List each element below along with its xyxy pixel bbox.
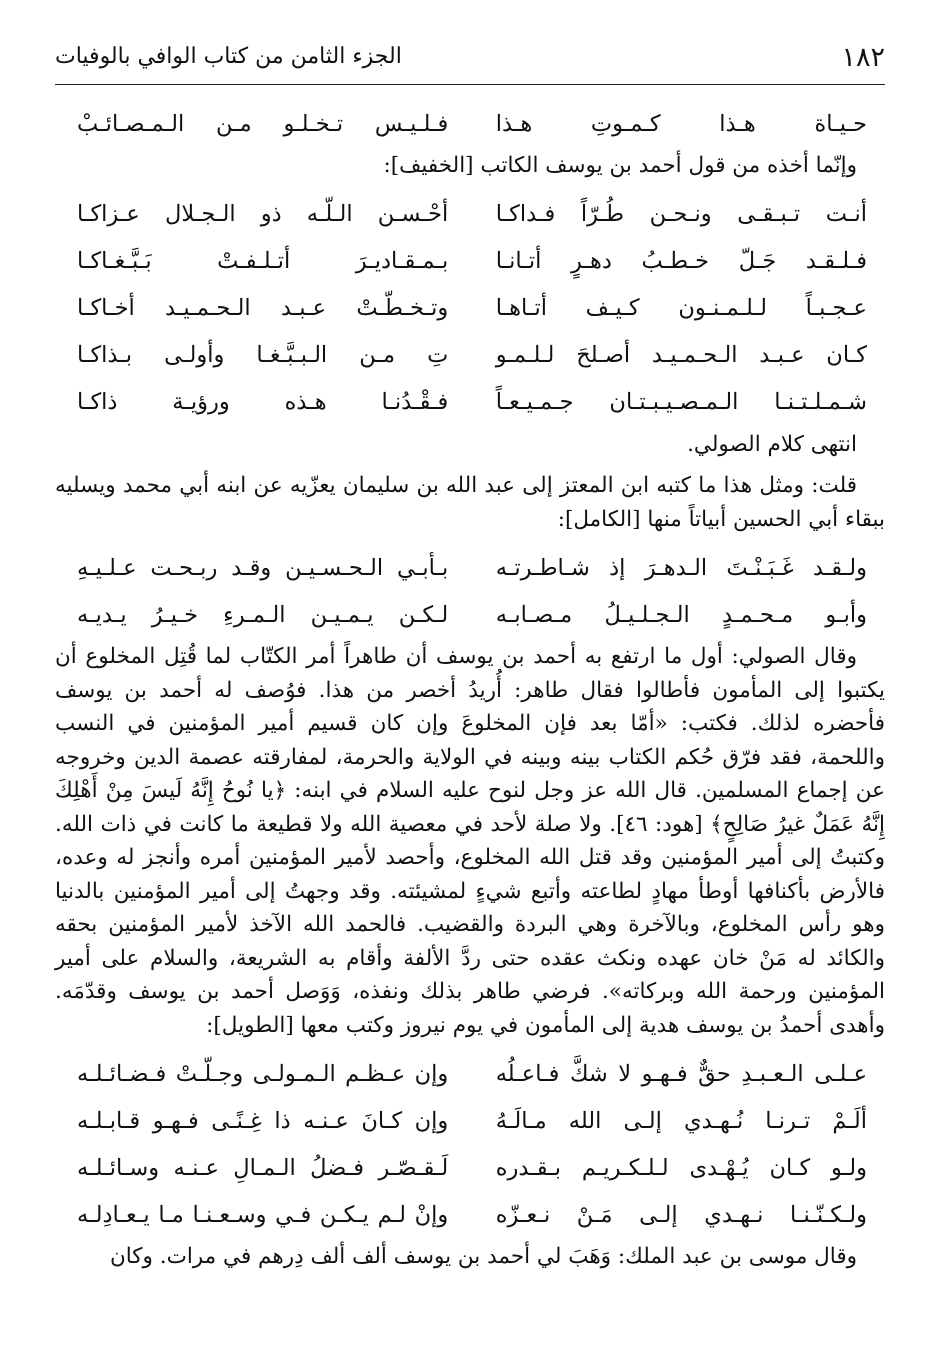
verse-second-hemistich: وإن عـظـم الـمـولـى وجـلّـتْ فـضـائـلـه [77, 1060, 449, 1087]
verse-line [55, 100, 885, 147]
verse-second-hemistich: لـكـن يـمـيـن الـمـرءِ خـيـرُ يـديـه [77, 601, 449, 628]
verse-first-hemistich: عـلـى الـعـبـدِ حقٌّ فـهـو لا شكَّ فـاعـلُه [495, 1060, 867, 1087]
paragraph: وقال موسى بن عبد الملك: وَهَبَ لي أحمد بن يوسف ألف ألف دِرهم في مرات. وكان [109, 1244, 857, 1269]
verse-line [55, 332, 885, 379]
verse-first-hemistich: كـان عـبـد الـحـمـيـد أصـلحَ لـلـمـو [495, 342, 867, 368]
verse-line [55, 285, 885, 332]
verse-line [55, 1097, 885, 1144]
page-number: ١٨٢ [841, 42, 885, 73]
verse-line [55, 1050, 885, 1097]
verse-first-hemistich: عـجـبـاً لـلـمـنـون كـيـف أتـاهـا [495, 295, 867, 321]
verse-second-hemistich: أحْـسـن الـلّـه ذو الـجـلال عـزاكـا [77, 201, 449, 227]
header-divider [55, 84, 885, 85]
verse-first-hemistich: شـمـلـتـنـا الـمـصـيـبـتـان جـمـيـعـاً [495, 389, 867, 415]
verse-first-hemistich: وأبـو مـحـمـدٍ الـجـلـيـلُ مـصـابـه [495, 601, 867, 628]
paragraph: وقال الصولي: أول ما ارتفع به أحمد بن يوسف أن طاهراً أمر الكتّاب لما قُتِل المخلوع أن يكتبوا إلى المأمون فأطالوا فقال طاهر: أُريدُ أخصر من هذا. فوُصف له أحمد بن يوسف فأحضره لذلك. فكتب: «أمّا بعد فإن المخلوعَ وإن كان قسيم أمير المؤمنين في النسب واللحمة، فقد فرّق حُكم الكتاب بينه وبينه في الولاية والحرمة، لمفارقته عصمة الدين وخروجه عن إجماع المسلمين. قال الله عز وجل لنوح عليه السلام في ابنه: ﴿يا نُوحُ إِنَّهُ لَيسَ مِنْ أَهْلِكَ إِنَّهُ عَمَلٌ غيرُ صَالِحٍ﴾ [هود: ٤٦]. ولا صلة لأحد في معصية الله ولا قطيعة ما كانت في ذات الله. وكتبتُ إلى أمير المؤمنين وقد قتل الله المخلوع، وأحصد لأمير المؤمنين أمره وأنجز له وعده، فالأرض بأكنافها أوطأ مهادٍ لطاعته وأتبع شيءٍ لمشيئته. وقد وجهتُ إلى أمير المؤمنين بالدنيا وهو رأس المخلوع، وبالآخرة وهي البردة والقضيب. فالحمد الله الآخذ لأمير المؤمنين بحقه والكائد له مَنْ خان عهده ونكث عقده حتى ردَّ الألفة وأقام به الشريعة، والسلام على أمير المؤمنين ورحمة الله وبركاته». فرضي طاهر بذلك ونفذه، وَوَصل أحمد بن يوسف وقدّمَه. وأهدى أحمدُ بن يوسف هدية إلى المأمون في يوم نيروز وكتب معها [الطويل]: [55, 644, 885, 1038]
paragraph: قلت: ومثل هذا ما كتبه ابن المعتز إلى عبد الله بن سليمان يعزّيه عن ابنه أبي محمد ويسليه ببقاء أبي الحسين أبياتاً منها [الكامل]: [55, 473, 885, 532]
verse-line [55, 238, 885, 285]
paragraph: انتهى كلام الصولي. [687, 431, 857, 457]
verse-second-hemistich: فـقْـدُنـا هـذه ورؤيـة ذاكـا [77, 389, 449, 415]
verse-second-hemistich: تِ مـن الـبـبَّـغـا وأولـى بـذاكـا [77, 342, 449, 368]
verse-second-hemistich: بـمـقـاديـرَ أتـلـفـتْ بَـبَّـغـاكـا [77, 248, 449, 274]
page-body [55, 100, 885, 1282]
verse-second-hemistich: لَـقـصّـر فـضلُ الـمـالِ عـنـه وسـائـلـه [77, 1154, 449, 1181]
verse-second-hemistich: وإنْ لـم يـكـن فـي وسـعـنـا مـا يـعـادِلـه [77, 1201, 449, 1228]
verse-second-hemistich: وإن كـانَ عـنـه ذا غِـنًـى فـهـو قـابـلـه [77, 1107, 449, 1134]
verse-first-hemistich: فـلـقـد جَـلّ خـطـبُ دهـرٍ أتـانـا [495, 248, 867, 274]
verse-line [55, 591, 885, 638]
verse-line [55, 1191, 885, 1238]
verse-first-hemistich: حـيـاة هـذا كـمـوتِ هـذا [495, 110, 867, 137]
verse-first-hemistich: ولـكـنّـنـا نـهـدي إلـى مَـنْ نـعـزّه [495, 1201, 867, 1228]
page-header [55, 40, 885, 80]
book-page [55, 0, 885, 1371]
paragraph: وإنّما أخذه من قول أحمد بن يوسف الكاتب [الخفيف]: [383, 153, 857, 178]
verse-first-hemistich: ولـو كـان يُـهْـدى لـلـكـريـم بـقـدره [495, 1154, 867, 1181]
verse-line [55, 544, 885, 591]
verse-first-hemistich: أنـت تـبـقـى ونـحـن طُـرّاً فـداكـا [495, 201, 867, 227]
verse-line [55, 379, 885, 426]
verse-first-hemistich: ألَـمْ تـرنـا نُـهـدي إلـى الله مـالَـهُ [495, 1107, 867, 1134]
running-title: الجزء الثامن من كتاب الوافي بالوفيات [55, 44, 402, 69]
verse-second-hemistich: فـلـيـس تـخـلـو مـن الـمـصـائـبْ [77, 110, 449, 137]
verse-line [55, 191, 885, 238]
verse-second-hemistich: بـأبـي الـحـسـيـن وقـد ربـحـت عـلـيـهِ [77, 554, 449, 581]
verse-line [55, 1144, 885, 1191]
verse-second-hemistich: وتـخـطّـتْ عـبـد الـحـمـيـد أخـاكـا [77, 295, 449, 321]
verse-first-hemistich: ولـقـد غَـبَـنْـتَ الـدهـرَ إذ شـاطـرتـه [495, 554, 867, 581]
